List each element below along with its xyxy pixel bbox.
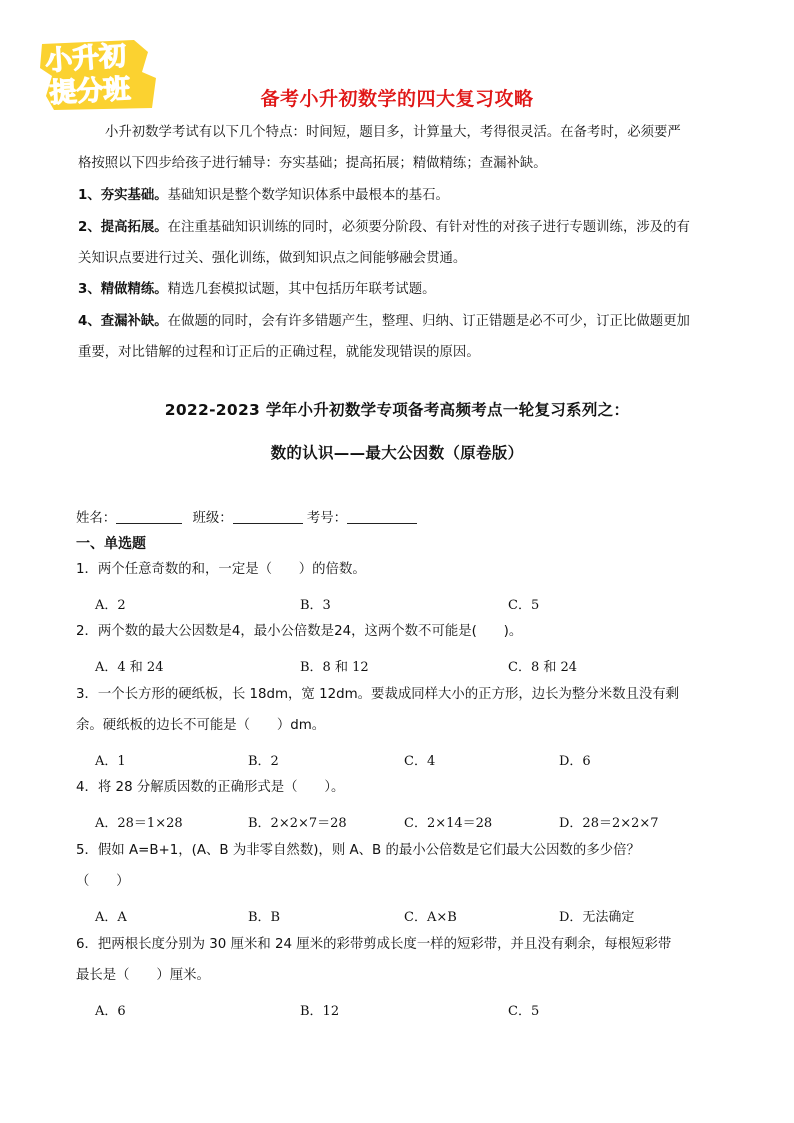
tip-1-heading: 1、夯实基础。 — [78, 188, 168, 203]
question-4: 4．将 28 分解质因数的正确形式是（ ）。 — [76, 780, 345, 795]
tip-2-heading: 2、提高拓展。 — [78, 220, 168, 235]
class-blank[interactable] — [233, 509, 303, 524]
intro-line-1: 小升初数学考试有以下几个特点：时间短，题目多，计算量大，考得很灵活。在备考时，必须要严 — [105, 125, 681, 140]
option-d[interactable]: D．6 — [559, 754, 591, 769]
option-b[interactable]: B．3 — [300, 598, 331, 613]
student-info-row — [76, 507, 417, 526]
option-a[interactable]: A．2 — [95, 598, 126, 613]
intro-line-2: 格按照以下四步给孩子进行辅导：夯实基础；提高拓展；精做精练；查漏补缺。 — [78, 156, 547, 171]
question-1: 1．两个任意奇数的和，一定是（ ）的倍数。 — [76, 562, 366, 577]
option-a[interactable]: A．4 和 24 — [95, 660, 164, 675]
tip-3-heading: 3、精做精练。 — [78, 282, 168, 297]
name-label: 姓名： — [76, 511, 117, 526]
question-6-options — [95, 1000, 715, 1020]
tip-2 — [78, 212, 723, 274]
tip-3-text: 精选几套模拟试题，其中包括历年联考试题。 — [167, 282, 436, 297]
tip-2-text: 在注重基础知识训练的同时，必须要分阶段、有针对性的对孩子进行专题训练，涉及的有 — [167, 220, 690, 235]
guide-intro — [78, 117, 723, 179]
class-label: 班级： — [192, 511, 233, 526]
option-c[interactable]: C．2×14＝28 — [404, 816, 493, 831]
guide-title: 备考小升初数学的四大复习攻略 — [260, 88, 534, 110]
exam-series-title: 2022-2023 学年小升初数学专项备考高频考点一轮复习系列之： — [164, 401, 630, 419]
tip-2-line-2: 关知识点要进行过关、强化训练，做到知识点之间能够融会贯通。 — [78, 251, 467, 266]
question-4-options — [95, 812, 715, 832]
option-b[interactable]: B．12 — [300, 1004, 340, 1019]
question-6 — [76, 929, 721, 991]
tip-3 — [78, 274, 723, 305]
option-c[interactable]: C．8 和 24 — [508, 660, 578, 675]
question-3-options — [95, 750, 715, 770]
tip-4-heading: 4、查漏补缺。 — [78, 314, 168, 329]
option-c[interactable]: C．A×B — [404, 910, 457, 925]
question-3-line-2: 余。硬纸板的边长不可能是（ ）dm。 — [76, 718, 326, 733]
option-c[interactable]: C．5 — [508, 1004, 540, 1019]
option-b[interactable]: B．2×2×7＝28 — [248, 816, 347, 831]
question-5-options — [95, 906, 715, 926]
number-label: 考号： — [306, 511, 348, 526]
question-5-line-1: 5．假如 A=B+1，(A、B 为非零自然数)，则 A、B 的最小公倍数是它们最大公因数的多少倍？ — [76, 843, 640, 858]
option-c[interactable]: C．5 — [508, 598, 540, 613]
tip-4 — [78, 306, 723, 368]
tip-4-text: 在做题的同时，会有许多错题产生，整理、归纳、订正错题是必不可少，订正比做题更加 — [167, 314, 690, 329]
tip-1 — [78, 180, 723, 211]
question-1-options — [95, 594, 715, 614]
option-a[interactable]: A．28＝1×28 — [95, 816, 183, 831]
option-a[interactable]: A．6 — [95, 1004, 126, 1019]
option-b[interactable]: B．2 — [248, 754, 279, 769]
question-6-line-1: 6．把两根长度分别为 30 厘米和 24 厘米的彩带剪成长度一样的短彩带，并且没有剩余，每根短彩带 — [76, 937, 672, 952]
option-a[interactable]: A．1 — [95, 754, 126, 769]
question-2-options — [95, 656, 715, 676]
section-heading: 一、单选题 — [76, 536, 146, 552]
option-c[interactable]: C．4 — [404, 754, 436, 769]
question-6-line-2: 最长是（ ）厘米。 — [76, 968, 210, 983]
option-d[interactable]: D．28＝2×2×7 — [559, 816, 659, 831]
question-3 — [76, 679, 721, 741]
option-b[interactable]: B．8 和 12 — [300, 660, 369, 675]
tip-4-line-2: 重要，对比错解的过程和订正后的正确过程，就能发现错误的原因。 — [78, 345, 480, 360]
question-5-line-2: （ ） — [76, 874, 130, 889]
question-2: 2．两个数的最大公因数是4，最小公倍数是24，这两个数不可能是( )。 — [76, 624, 523, 639]
question-5 — [76, 835, 721, 897]
exam-sub-title: 数的认识——最大公因数（原卷版） — [270, 444, 524, 462]
option-d[interactable]: D．无法确定 — [559, 910, 635, 925]
name-blank[interactable] — [116, 509, 182, 524]
logo-text-line1: 小升初 — [44, 40, 128, 77]
option-a[interactable]: A．A — [95, 910, 127, 925]
number-blank[interactable] — [347, 509, 417, 524]
question-3-line-1: 3．一个长方形的硬纸板，长 18dm，宽 12dm。要裁成同样大小的正方形，边长为整分米数且没有剩 — [76, 687, 680, 702]
tip-1-text: 基础知识是整个数学知识体系中最根本的基石。 — [167, 188, 449, 203]
option-b[interactable]: B．B — [248, 910, 281, 925]
logo-text-line2: 提分班 — [48, 73, 132, 109]
